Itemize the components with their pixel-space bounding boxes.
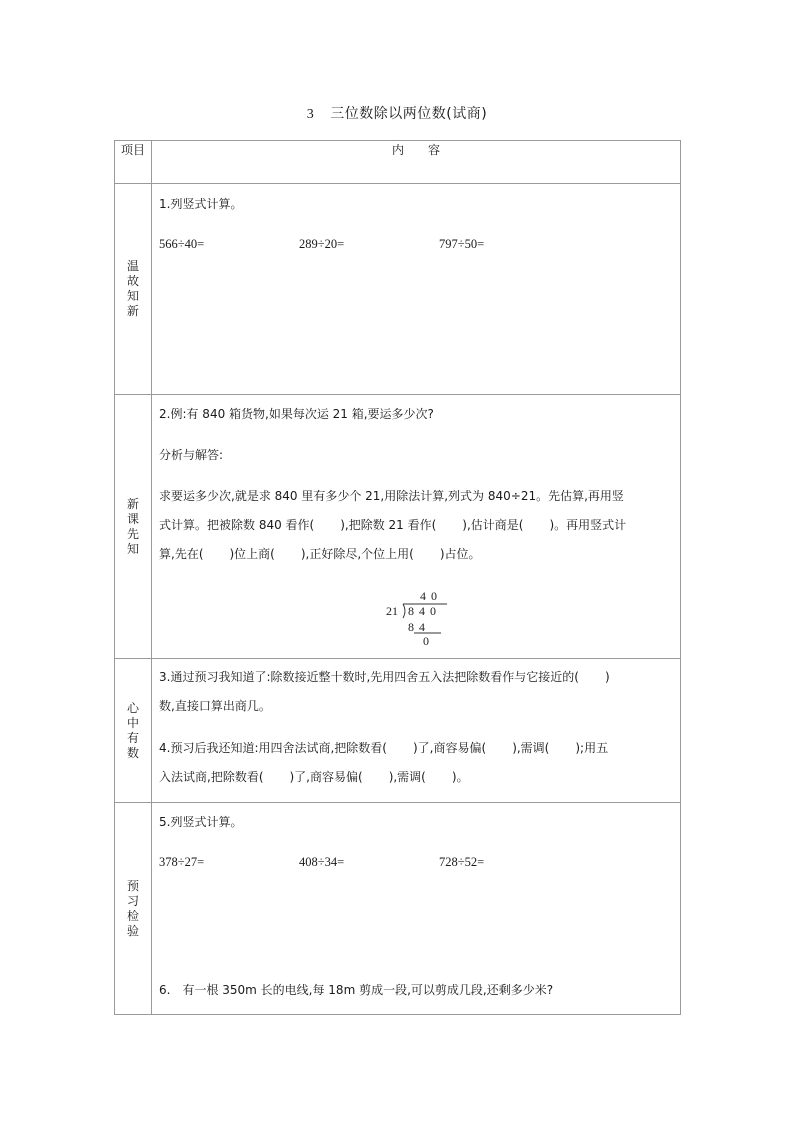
section-content	[152, 803, 681, 1015]
section-label: 预习检验	[126, 878, 139, 938]
section-label: 心中有数	[126, 700, 139, 760]
header-row	[115, 141, 681, 184]
section-label: 温故知新	[126, 259, 139, 318]
divisor: 21	[386, 604, 398, 618]
section-content	[152, 659, 681, 803]
question-4: 4.预习后我还知道:用四舍法试商,把除数看( )了,商容易偏( ),需调( );用五 入法试商,把除数看( )了,商容易偏( ),需调( )。	[159, 741, 609, 784]
question-2: 2.例:有 840 箱货物,如果每次运 21 箱,要运多少次?	[159, 407, 434, 421]
worksheet-table	[114, 140, 681, 1015]
quotient: 4 0	[420, 589, 438, 603]
section-label-cell	[115, 395, 152, 659]
question-5: 5.列竖式计算。	[159, 815, 243, 829]
problem: 797÷50=	[439, 237, 485, 251]
section-review	[115, 184, 681, 395]
section-understanding	[115, 659, 681, 803]
section-label-cell	[115, 659, 152, 803]
product: 8 4	[408, 620, 426, 634]
problem: 289÷20=	[299, 237, 345, 251]
section-preview-check	[115, 803, 681, 1015]
page-title	[0, 103, 794, 123]
analysis-heading: 分析与解答:	[159, 448, 224, 462]
problem: 378÷27=	[159, 855, 205, 869]
header-item: 项目	[115, 141, 152, 184]
division-bracket	[385, 591, 455, 647]
question-6: 6. 有一根 350m 长的电线,每 18m 剪成一段,可以剪成几段,还剩多少米?	[159, 983, 554, 997]
section-label-cell	[115, 803, 152, 1015]
header-content: 内 容	[152, 141, 681, 184]
problem: 728÷52=	[439, 855, 485, 869]
section-new-lesson	[115, 395, 681, 659]
remainder: 0	[423, 634, 429, 648]
lesson-title: 三位数除以两位数(试商)	[330, 106, 488, 122]
analysis-paragraph	[159, 482, 675, 569]
section-content	[152, 184, 681, 395]
long-division-diagram	[385, 591, 455, 647]
section-label-cell	[115, 184, 152, 395]
paragraph-line: 式计算。把被除数 840 看作( ),把除数 21 看作( ),估计商是( )。再用竖式计	[159, 518, 627, 532]
dividend: 8 4 0	[408, 604, 437, 618]
question-3: 3.通过预习我知道了:除数接近整十数时,先用四舍五入法把除数看作与它接近的( ) 数,直接口算出商几。	[159, 670, 610, 713]
problem: 408÷34=	[299, 855, 345, 869]
paragraph-line: 求要运多少次,就是求 840 里有多少个 21,用除法计算,列式为 840÷21。先估算,再用竖	[159, 489, 624, 503]
lesson-number: 3	[306, 107, 315, 122]
section-label: 新课先知	[126, 496, 139, 556]
problem: 566÷40=	[159, 237, 205, 251]
paragraph-line: 算,先在( )位上商( ),正好除尽,个位上用( )占位。	[159, 547, 481, 561]
question-1: 1.列竖式计算。	[159, 197, 243, 211]
section-content	[152, 395, 681, 659]
